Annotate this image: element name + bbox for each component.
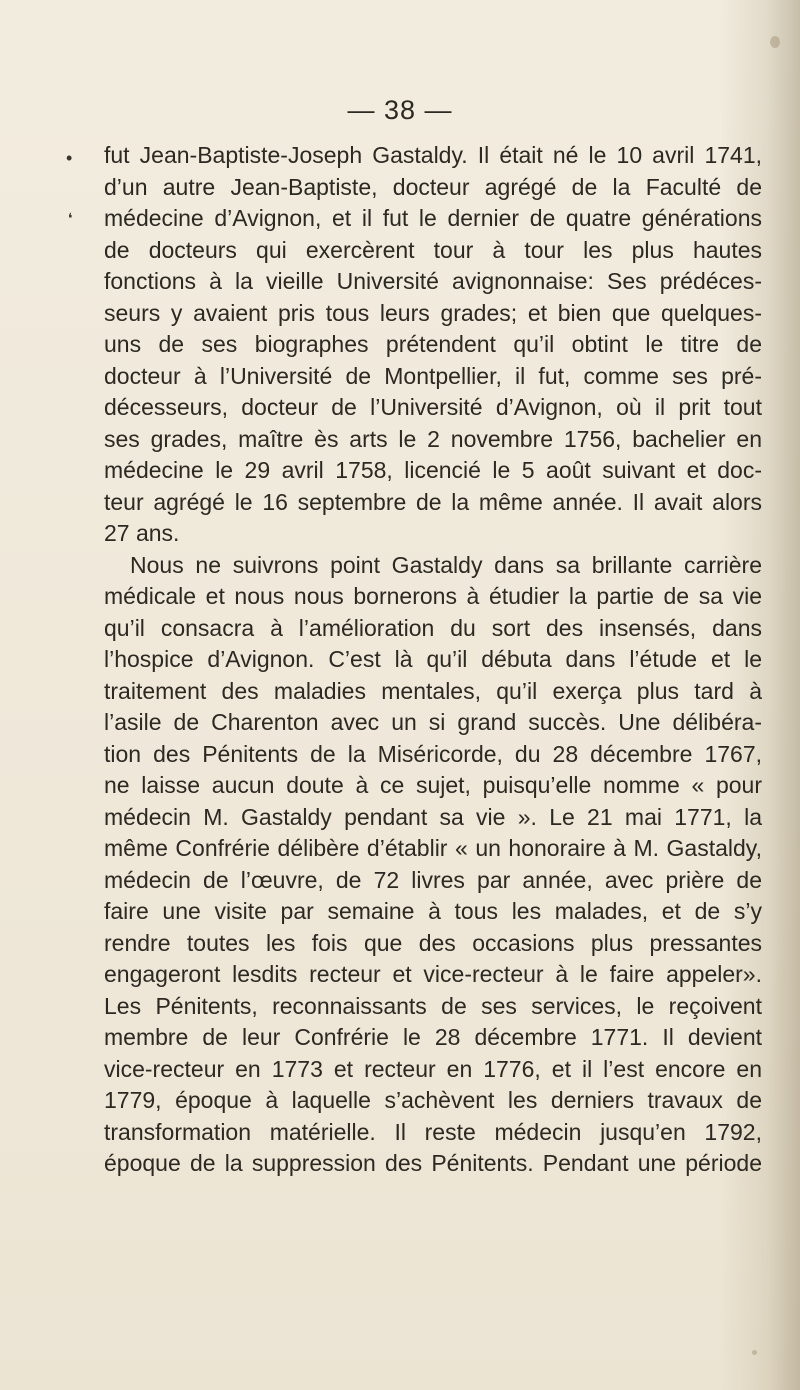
text-line: ses grades, maître ès arts le 2 novembre 1756, bachelier en xyxy=(104,425,762,452)
page-number: — 38 — xyxy=(347,95,453,125)
text-line: 1779, époque à laquelle s’achèvent les derniers travaux de xyxy=(104,1087,762,1113)
text-line: teur agrégé le 16 septembre de la même année. Il avait alors xyxy=(104,488,762,515)
paper-stain xyxy=(752,1350,757,1355)
text-line: membre de leur Confrérie le 28 décembre 1771. Il devient xyxy=(104,1024,762,1050)
margin-mark: • xyxy=(66,148,73,168)
paragraph-end-line: 27 ans. xyxy=(104,520,180,546)
text-line: fonctions à la vieille Université avignonnaise: Ses prédéces- xyxy=(104,268,762,294)
text-line: faire une visite par semaine à tous les malades, et de s’y xyxy=(104,898,762,924)
text-line: l’asile de Charenton avec un si grand succès. Une délibéra- xyxy=(104,709,762,735)
text-line: engageront lesdits recteur et vice-recteur à le faire appeler». xyxy=(104,961,762,987)
text-line: traitement des maladies mentales, qu’il exerça plus tard à xyxy=(104,677,762,704)
text-line: fut Jean-Baptiste-Joseph Gastaldy. Il était né le 10 avril 1741, xyxy=(104,142,762,168)
text-line: transformation matérielle. Il reste médecin jusqu’en 1792, xyxy=(104,1118,762,1145)
margin-mark: ❛ xyxy=(68,210,73,226)
text-line: uns de ses biographes prétendent qu’il obtint le titre de xyxy=(104,331,762,357)
text-line: médecin M. Gastaldy pendant sa vie ». Le 21 mai 1771, la xyxy=(104,803,762,830)
text-line: docteur à l’Université de Montpellier, il fut, comme ses pré- xyxy=(104,362,762,389)
text-line: qu’il consacra à l’amélioration du sort des insensés, dans xyxy=(104,614,762,641)
text-line: tion des Pénitents de la Miséricorde, du 28 décembre 1767, xyxy=(104,740,762,767)
text-line: rendre toutes les fois que des occasions plus pressantes xyxy=(104,929,762,956)
text-line: médicale et nous nous bornerons à étudier la partie de sa vie xyxy=(104,583,762,609)
text-line: époque de la suppression des Pénitents. Pendant une période xyxy=(104,1150,762,1176)
paper-stain xyxy=(770,36,780,48)
text-line: médecine d’Avignon, et il fut le dernier de quatre générations xyxy=(104,205,762,231)
paragraph-start-line: Nous ne suivrons point Gastaldy dans sa brillante carrière xyxy=(130,551,762,578)
text-line: seurs y avaient pris tous leurs grades; et bien que quelques- xyxy=(104,299,762,326)
text-line: médecine le 29 avril 1758, licencié le 5 août suivant et doc- xyxy=(104,457,762,483)
text-line: médecin de l’œuvre, de 72 livres par année, avec prière de xyxy=(104,866,762,893)
text-line: l’hospice d’Avignon. C’est là qu’il débuta dans l’étude et le xyxy=(104,646,762,672)
text-line: d’un autre Jean-Baptiste, docteur agrégé de la Faculté de xyxy=(104,173,762,200)
body-text xyxy=(104,140,762,1180)
text-line: décesseurs, docteur de l’Université d’Avignon, où il prit tout xyxy=(104,394,762,420)
text-line: vice-recteur en 1773 et recteur en 1776, et il l’est encore en xyxy=(104,1055,762,1082)
text-line: ne laisse aucun doute à ce sujet, puisqu’elle nomme « pour xyxy=(104,772,762,798)
text-line: Les Pénitents, reconnaissants de ses services, le reçoivent xyxy=(104,992,762,1019)
text-line: de docteurs qui exercèrent tour à tour les plus hautes xyxy=(104,236,762,263)
text-line: même Confrérie délibère d’établir « un honoraire à M. Gastaldy, xyxy=(104,835,762,861)
